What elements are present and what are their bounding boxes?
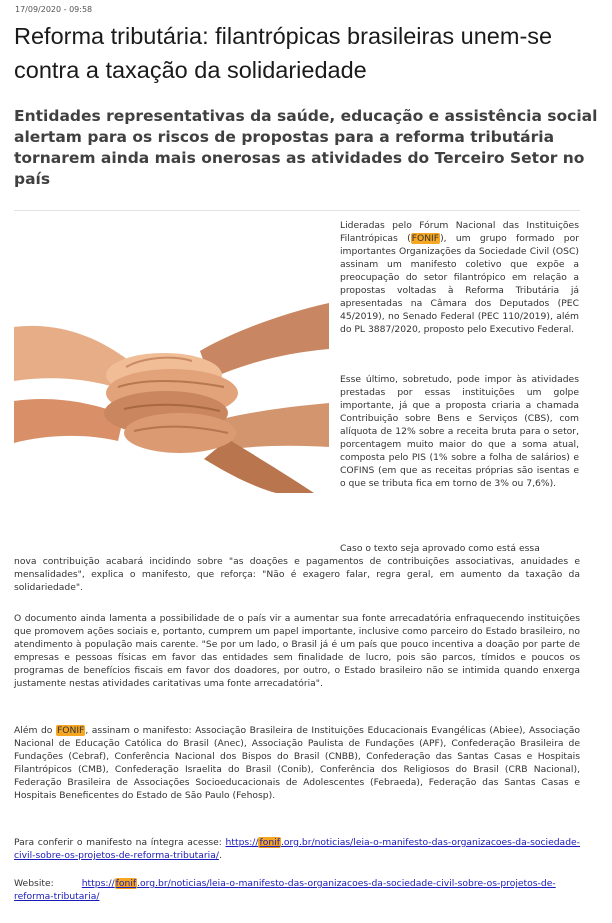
paragraph-7: Website: https://fonif.org.br/noticias/leia-o-manifesto-das-organizacoes-da-sociedade-civil-sobre-os-projetos-de-reforma-tributaria/	[14, 878, 556, 902]
paragraph-3-first-line: Caso o texto seja aprovado como está essa	[340, 543, 540, 554]
divider	[14, 210, 580, 211]
paragraph-1: Lideradas pelo Fórum Nacional das Instituições Filantrópicas (FONIF), um grupo formado por importantes Organizações da Sociedade Civil (OSC) assinam um manifesto coletivo que expõe a preocupação do setor filantrópico em relação a propostas voltadas à Reforma Tributária já apresentadas na Câmara dos Deputados (PEC 45/2019), no Senado Federal (PEC 110/2019), além do PL 3887/2020, proposto pelo Executivo Federal.	[340, 220, 579, 335]
article-title: Reforma tributária: filantrópicas brasileiras unem-se contra a taxação da solidariedade	[14, 23, 553, 83]
stacked-hands-photo	[14, 283, 329, 493]
paragraph-4: O documento ainda lamenta a possibilidade de o país vir a aumentar sua fonte arrecadatória enfraquecendo instituições que promovem ações sociais e, portanto, cumprem um papel importante, inclusive como parceiro do Estado brasileiro, no atendimento à população mais carente. "Se por um lado, o Brasil já é um país que pouco incentiva a doação por parte de empresas e pessoas físicas em favor das entidades sem finalidade de lucro, pois são parcos, tímidos e poucos os programas de benefícios fiscais em favor dos doadores, por outro, o Estado brasileiro não se intimida quando enxerga justamente nestas atividades caritativas uma fonte arrecadatória".	[14, 613, 580, 689]
fonif-highlight: FONIF	[411, 233, 440, 244]
paragraph-2: Esse último, sobretudo, pode impor às atividades prestadas por essas instituições um golpe importante, já que a proposta criaria a chamada Contribuição sobre Bens e Serviços (CBS), com alíquota de 12% sobre a receita bruta para o setor, porcentagem muito maior do que a soma atual, composta pelo PIS (1% sobre a folha de salários) e COFINS (em que as receitas próprias são isentas e o que se tributa fica em torno de 3% ou 7,6%).	[340, 374, 579, 489]
website-link[interactable]: https://fonif.org.br/noticias/leia-o-manifesto-das-organizacoes-da-sociedade-civil-sobre-os-projetos-de-reforma-tributaria/	[14, 878, 556, 902]
paragraph-3: nova contribuição acabará incidindo sobre "as doações e pagamentos de contribuições associativas, anuidades e mensalidades", explica o manifesto, que reforça: "Não é exagero falar, regra geral, em aumento da taxação da solidariedade".	[14, 556, 580, 593]
paragraph-6: Para conferir o manifesto na íntegra acesse: https://fonif.org.br/noticias/leia-o-manifesto-das-organizacoes-da-sociedade-civil-sobre-os-projetos-de-reforma-tributaria/.	[14, 837, 580, 861]
manifesto-link[interactable]: https://fonif.org.br/noticias/leia-o-manifesto-das-organizacoes-da-sociedade-civil-sobre-os-projetos-de-reforma-tributaria/	[14, 837, 580, 861]
article-subtitle: Entidades representativas da saúde, educação e assistência social alertam para os riscos de propostas para a reforma tributária tornarem ainda mais onerosas as atividades do Terceiro Setor no país	[14, 107, 598, 188]
paragraph-5: Além do FONIF, assinam o manifesto: Associação Brasileira de Instituições Educacionais Evangélicas (Abiee), Associação Nacional de Educação Católica do Brasil (Anec), Associação Paulista de Fundações (APF), Confederação Brasileira de Fundações (Cebraf), Conferência Nacional dos Bispos do Brasil (CNBB), Confederação das Santas Casas e Hospitais Filantrópicos (CMB), Confederação Israelita do Brasil (Conib), Conferência dos Religiosos do Brasil (CRB Nacional), Federação Brasileira de Associações Socioeducacionais de Adolescentes (Febraeda), Federação das Santas Casas e Hospitais Beneficentes do Estado de São Paulo (Fehosp).	[14, 725, 581, 801]
fonif-highlight: FONIF	[56, 725, 85, 736]
publish-date: 17/09/2020 - 09:58	[15, 5, 93, 14]
